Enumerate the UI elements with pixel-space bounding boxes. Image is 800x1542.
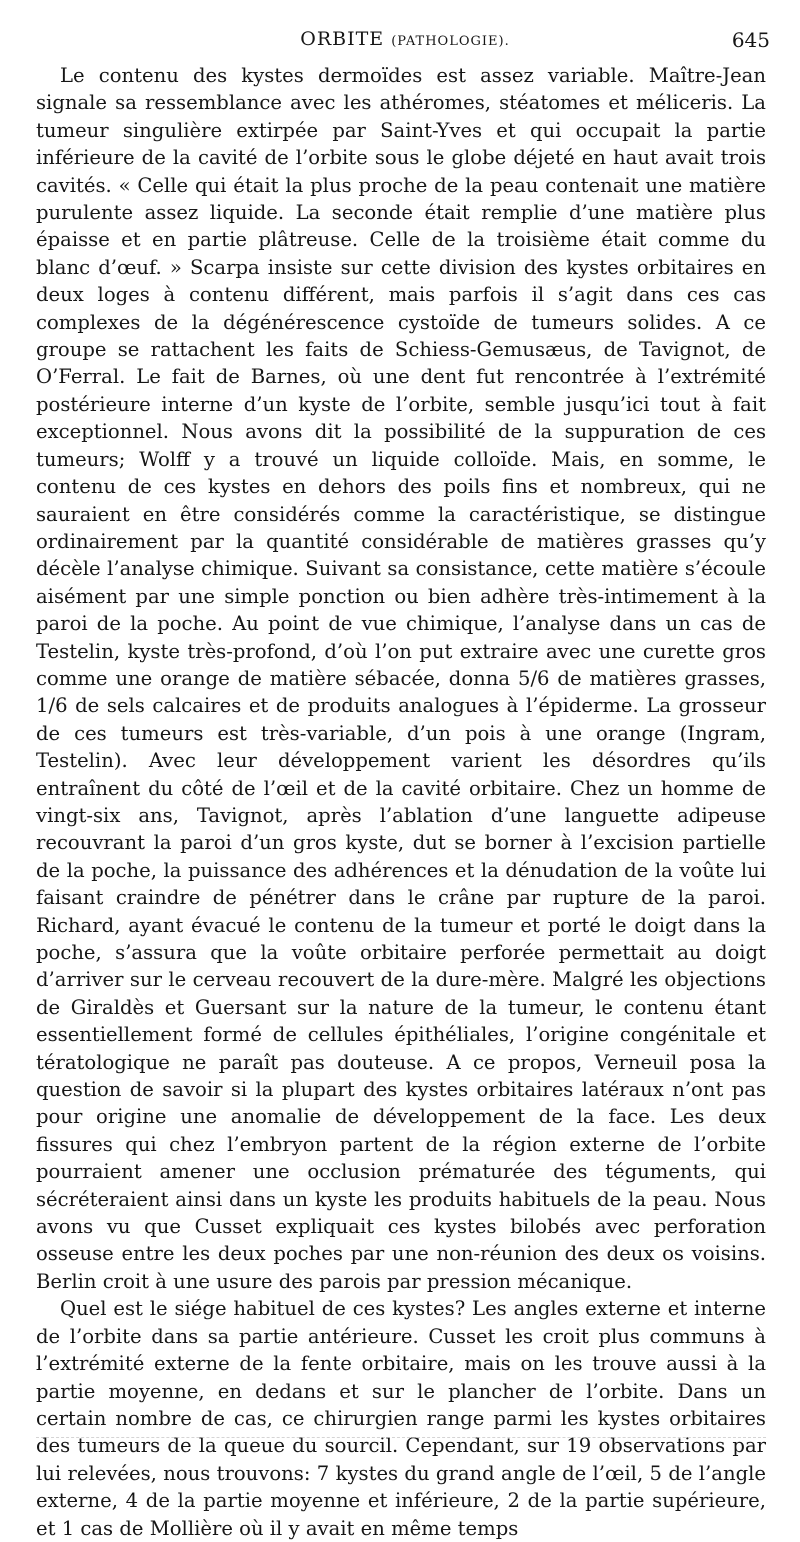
running-title-main: ORBITE	[300, 28, 385, 50]
page-number: 645	[731, 28, 770, 52]
footer-divider	[36, 1437, 766, 1440]
body-text	[36, 62, 766, 1542]
running-head	[40, 28, 770, 62]
paragraph-2: Quel est le siége habituel de ces kystes? Les angles externe et interne de l’orbite dans sa partie antérieure. Cusset les croit plus communs à l’extrémité externe de la fente orbitaire, mais on les trouve aussi à la partie moyenne, en dedans et sur le plancher de l’orbite. Dans un certain nombre de cas, ce chirurgien range parmi les kystes orbitaires des tumeurs de la queue du sourcil. Cependant, sur 19 observations par lui relevées, nous trouvons: 7 kystes du grand angle de l’œil, 5 de l’angle externe, 4 de la partie moyenne et inférieure, 2 de la partie supérieure, et 1 cas de Mollière où il y avait en même temps	[36, 1297, 766, 1540]
running-title-sub: (PATHOLOGIE).	[391, 34, 510, 49]
running-title	[40, 28, 770, 50]
paragraph-1: Le contenu des kystes dermoïdes est assez variable. Maître-Jean signale sa ressemblance avec les athéromes, stéatomes et méliceris. La tumeur singulière extirpée par Saint-Yves et qui occupait la partie inférieure de la cavité de l’orbite sous le globe déjeté en haut avait trois cavités. « Celle qui était la plus proche de la peau contenait une matière purulente assez liquide. La seconde était remplie d’une matière plus épaisse et en partie plâtreuse. Celle de la troisième était comme du blanc d’œuf. » Scarpa insiste sur cette division des kystes orbitaires en deux loges à contenu différent, mais parfois il s’agit dans ces cas complexes de la dégénérescence cystoïde de tumeurs solides. A ce groupe se rattachent les faits de Schiess-Gemusæus, de Tavignot, de O’Ferral. Le fait de Barnes, où une dent fut rencontrée à l’extrémité postérieure interne d’un kyste de l’orbite, semble jusqu’ici tout à fait exceptionnel. Nous avons dit la possibilité de la suppuration de ces tumeurs; Wolff y a trouvé un liquide colloïde. Mais, en somme, le contenu de ces kystes en dehors des poils fins et nombreux, qui ne sauraient en être considérés comme la caractéristique, se distingue ordinairement par la quantité considérable de matières grasses qu’y décèle l’analyse chimique. Suivant sa consistance, cette matière s’écoule aisément par une simple ponction ou bien adhère très-intimement à la paroi de la poche. Au point de vue chimique, l’analyse dans un cas de Testelin, kyste très-profond, d’où l’on put extraire avec une curette gros comme une orange de matière sébacée, donna 5/6 de matières grasses, 1/6 de sels calcaires et de produits analogues à l’épiderme. La grosseur de ces tumeurs est très-variable, d’un pois à une orange (Ingram, Testelin). Avec leur développement varient les désordres qu’ils entraînent du côté de l’œil et de la cavité orbitaire. Chez un homme de vingt-six ans, Tavignot, après l’ablation d’une languette adipeuse recouvrant la paroi d’un gros kyste, dut se borner à l’excision partielle de la poche, la puissance des adhérences et la dénudation de la voûte lui faisant craindre de pénétrer dans le crâne par rupture de la paroi. Richard, ayant évacué le contenu de la tumeur et porté le doigt dans la poche, s’assura que la voûte orbitaire perforée permettait au doigt d’arriver sur le cerveau recouvert de la dure-mère. Malgré les objections de Giraldès et Guersant sur la nature de la tumeur, le contenu étant essentiellement formé de cellules épithéliales, l’origine congénitale et tératologique ne paraît pas douteuse. A ce propos, Verneuil posa la question de savoir si la plupart des kystes orbitaires latéraux n’ont pas pour origine une anomalie de développement de la face. Les deux fissures qui chez l’embryon partent de la région externe de l’orbite pourraient amener une occlusion prématurée des téguments, qui sécréteraient ainsi dans un kyste les produits habituels de la peau. Nous avons vu que Cusset expliquait ces kystes bilobés avec perforation osseuse entre les deux poches par une non-réunion des deux os voisins. Berlin croit à une usure des parois par pression mécanique.	[36, 64, 766, 1293]
